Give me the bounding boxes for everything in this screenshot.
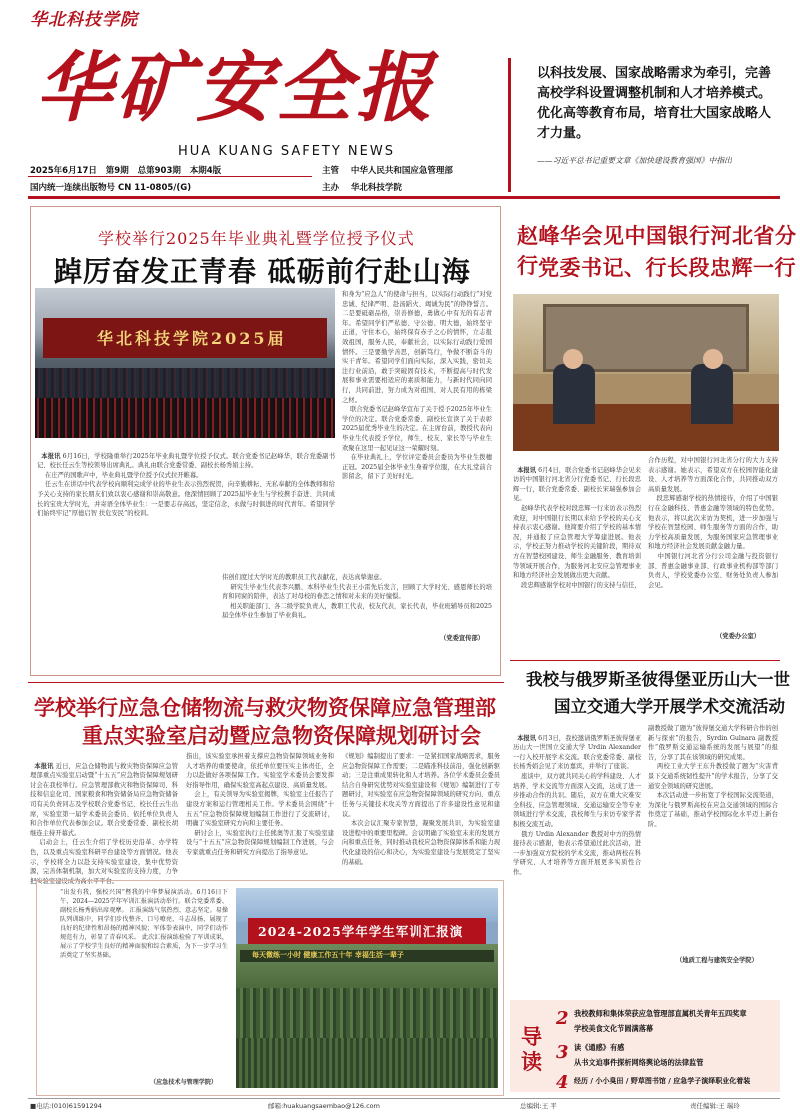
total-issue-number: 总第903期 [137, 166, 181, 176]
quote-text: 以科技发展、国家战略需求为牵引，完善高校学科设置调整机制和人才培养模式。优化高等教育布局，培育壮大国家战略人才力量。 [537, 66, 772, 141]
graduation-col1-text: 6月16日，学校隆重举行2025年毕业典礼暨学位授予仪式。联合党委书记赵峰华，联合党委副书记、校长任云生等校领导出席典礼。典礼由联合党委常委、副校长杨秀娟主持。 在庄严的国歌声中，毕业典礼暨学位授予仪式拉开帷幕。 任云生在讲话中代表学校向顺利完成学业的毕业生表示热烈祝贺，向辛勤耕耘、无私奉献的全体教师和给予关心支持的家长朋友们致以衷心感谢和崇高敬意。他深情回顾了2025届毕业生与学校携手奋进、共同成长的宝贵大学时光，并寄语全体毕业生：一是要志存高远，坚定信念，永做与时俱进的时代青年。希望同学们始终牢记“厚德启智 扶危安民”的校训。 [37, 452, 336, 518]
guide-item-3[interactable] [556, 1042, 780, 1070]
issue-info [30, 164, 221, 176]
lab-col2: 指出，该实验室承担着支撑应急物资保障领域业务和人才培养的重要使命，依托单位要压实主体责任，全力以赴做好各项保障工作。实验室学术委员会要发挥好指导作用，确保实验室高起点建设、高质量发展。 会上，有关领导为实验室揭牌，实验室主任报告了建设方案和运行管理相关工作。学术委员会围绕“十五五”应急物资保障规划编制工作进行了交流研讨，明确了实验室研究方向和主要任务。 研讨会上，实验室执行主任熊奥等汇报了实验室建设与“十五五”应急物资保障规划编制工作进展，与会专家就重点任务和研究方向提出了指导意见。 [186, 753, 335, 856]
issue-number: 第9期 [105, 166, 129, 176]
military-slogan: 每天微练一小时 健康工作五十年 幸福生活一辈子 [252, 950, 404, 959]
russia-credit: （地质工程与建筑安全学院） [676, 957, 758, 964]
military-credit: （应急技术与管理学院） [150, 1079, 218, 1086]
guide-line: 经历 / 小小臭田 / 野草图书馆 / 应急学子演绎职业化着装 [574, 1077, 751, 1085]
sponsor-row-2 [322, 181, 402, 193]
guide-page-number: 3 [556, 1042, 569, 1063]
graduation-banner-text: 华北科技学院2025届 [97, 329, 287, 348]
bank-col1 [513, 456, 641, 646]
newspaper-title: 华矿安全报 [36, 43, 436, 132]
graduation-credit: （党委宣传部） [440, 635, 485, 642]
russia-col1 [513, 724, 641, 1004]
sponsor-value: 中华人民共和国应急管理部 [350, 166, 453, 176]
story-bank-headline-line2: 党委书记、行长段忠辉一行 [538, 255, 796, 280]
graduation-col2: 和身为“应急人”的使命与担当，以实际行动践行“对党忠诚、纪律严明、赴汤蹈火、竭诚为民”的铮铮誓言。二是要砥砺品格，崇善修德，勇做心中有光的有志青年。希望同学们严私德、守公德、明大德，始终坚守正道，守住本心，始终保有赤子之心的情怀，立志报效祖国，服务人民，奉献社会，以实际行动践行爱国情怀。三是要勤学善思，创新笃行，争做不断奋斗的实干青年。希望同学们面向实际，深入实践，密切关注行业前沿，敢于突破固有技术，不断提高与时代发展和事业需要相适应的素质和能力，与新时代同向同行，共同前进，努力成为对祖国、对人民有用的栋梁之材。 联合党委书记赵峰华宣布了关于授予2025年毕业生学位的决定。联合党委常委、副校长宣读了关于表彰2025届优秀毕业生的决定。在主席台前，教授代表向毕业生代表授予学位，师生、校友、家长等与毕业生欢聚在这里一起见证这一荣耀时刻。 在毕业典礼上，学位评定委员会委员为毕业生拨穗正冠。2025届全体毕业生身着学位服，在大礼堂前合影留念，留下了美好时光。 [342, 291, 492, 481]
bank-col1-text: 6月4日，联合党委书记赵峰华会见来访的中国银行河北省分行党委书记、行长段忠辉一行，联合党委常委、副校长宋瑞强参加会见。 赵峰华代表学校对段忠辉一行来访表示热烈欢迎，对中国银行长期以来给予学校的关心支持表示衷心感谢。他简要介绍了学校的基本情况，并通报了应急管理大学筹建进展。他表示，学校正努力推动学校的关键阶段，期待双方在智慧校园建设、师生金融服务、教育培训等领域开展合作，为服务河北安应急管理事业和地方经济社会发展做出更大贡献。 段忠辉感谢学校对中国银行的支持与信任， [513, 466, 641, 589]
bank-credit: （党委办公室） [716, 633, 761, 640]
guide-item-4[interactable] [556, 1074, 780, 1092]
guide-page-number: 2 [556, 1008, 569, 1029]
graduation-photo [35, 288, 335, 438]
dateline: 本报讯 [517, 466, 537, 474]
guide-line: 读《通感》有感 [574, 1043, 625, 1052]
guide-line: 从书文迫事件探析网络舆论场的法律监管 [574, 1058, 704, 1067]
guide-page-number: 4 [556, 1072, 569, 1093]
meeting-photo [513, 294, 779, 451]
footer-page-editor: 责任编辑:王 瑞玲 [690, 1102, 740, 1110]
military-caption: “出发有我，强校兴国”暨我的中华梦展演活动。6月16日下午，2024—2025学年军训汇报演活动举行。联合党委常委、副校长杨秀娟出席观摩。 汇报演练气氛热烈、意志坚定。易操队列训练中，同学们步伐整齐、口号嘹亮、斗志昂扬，展现了良好的纪律性和昂扬的精神风貌；军体拳表演中，同学们动作规范有力，彰显了青春风采。 此次汇报演练检验了军训成果，展示了学校学生良好的精神面貌和综合素质，为下一步学习生活奠定了坚实基础。 [60, 889, 228, 959]
sponsor-label: 主管 [322, 166, 340, 176]
graduation-bottom: 伟创们度过大学时光的教职员工代表献花，表达真挚谢意。 研究生毕业生代表李兴鹏、本科毕业生代表王小雷先后发言，回顾了大学时光、感恩师长的培育和同窗的陪伴，表达了对母校的眷恋之情和对未来的美好憧憬。 相关职能部门、各二级学院负责人，教职工代表，校友代表，家长代表，毕业班辅导员和2025届全体毕业生参加了毕业典礼。 [222, 574, 492, 620]
story-bank-headline-line1: 赵峰华会见中国银行河北省分行 [517, 223, 797, 278]
story-lab-headline-line1: 学校举行应急仓储物流与救灾物资保障应急管理部 [34, 695, 496, 720]
issue-date: 2025年6月17日 [30, 166, 97, 176]
guide-item-2[interactable] [556, 1008, 780, 1036]
story-graduation-kicker: 学校举行2025年毕业典礼暨学位授予仪式 [98, 229, 415, 248]
graduation-col1 [37, 442, 335, 534]
quote-source: ——习近平总书记重要文章《加快建设教育强国》中指出 [537, 156, 732, 165]
russia-col1-text: 6月3日，我校邀请俄罗斯圣彼得堡亚历山大一世国立交通大学 Urdin Alexander 一行入校开展学术交流。联合党委常委、副校长杨秀娟会见了来访嘉宾，并举行了座谈。 座谈中，双方就共同关心的学科建设、人才培养、学术交流等方面深入交流，达成了进一步推动合作的共识。随后，双方在重大灾难安全科技、应急管理领域、交通运输安全等专业领域进行学术交流，我校师生与来访专家学者积极交流互动。 俄方 Urdin Alexander 教授对中方的热情接待表示感谢，他表示希望通过此次活动，进一步加强双方院校的学术交流，推动两校在科学研究、人才培养等方面开展更多实质性合作。 [513, 734, 641, 876]
sponsor-row-1 [322, 164, 453, 176]
cn-number: 国内统一连续出版物号 CN 11-0805/(G) [30, 183, 192, 193]
military-photo [236, 888, 498, 1088]
story-russia-headline-line1: 我校与俄罗斯圣彼得堡亚历山大一世 [526, 670, 790, 689]
page-count: 本期4版 [189, 166, 222, 176]
host-value: 华北科技学院 [350, 183, 402, 193]
footer-phone: ■电话:(010)61591294 [30, 1102, 102, 1110]
military-banner-text: 2024-2025学年学生军训汇报演 [258, 924, 464, 939]
guide-line: 学校美食文化节圆满落幕 [574, 1024, 654, 1033]
story-graduation-headline: 踔厉奋发正青春 砥砺前行赴山海 [54, 255, 471, 288]
guide-line: 我校教师和集体荣获应急管理部直属机关青年五四奖章 [574, 1009, 747, 1018]
dateline: 本报讯 [34, 762, 54, 770]
dateline: 本报讯 [41, 452, 61, 460]
quote-box [508, 58, 781, 192]
university-name: 华北科技学院 [30, 10, 138, 30]
guide-label: 导读 [521, 1024, 542, 1074]
footer-email: 邮箱:huakuangsaembao@126.com [268, 1102, 380, 1110]
bank-col2: 合作历程，对中国银行河北省分行的大力支持表示感谢。她表示，希望双方在校园智能化建设、人才培养等方面深化合作，共同推动双方高质量发展。 段忠辉感谢学校的热情接待，介绍了中国银行在金融科技、普惠金融等领域的特色优势。他表示，将以此次来访为契机，进一步加强与学校在智慧校园、师生服务等方面的合作，助力学校高质量发展，为服务国家应急管理事业和地方经济社会发展贡献金融力量。 中国银行河北省分行公司金融与投资银行部、普惠金融事业部、行政事业机构部等部门负责人，学校党委办公室、财务处负责人参加会见。 [648, 457, 778, 589]
story-russia-headline-line2: 国立交通大学开展学术交流活动 [554, 697, 785, 716]
russia-col2: 副教授做了题为“彼得堡交通大学科研合作的创新与探索”的报告，Syrdin Gulnara 副教授作“俄罗斯交通运输系统的发展与展望”的报告，分享了其在该领域的研究成果。 两校工业大学王东升教授做了题为“灾害背景下交通系统韧性提升”的学术报告，分享了交通安全领域的研究进展。 本次活动进一步拓宽了学校国际交流渠道，为深化与俄罗斯高校在应急交通领域的国际合作奠定了基础，推动学校国际化水平迈上新台阶。 [648, 725, 778, 828]
footer-editor: 总编辑:王 平 [520, 1102, 557, 1110]
newspaper-title-pinyin: HUA KUANG SAFETY NEWS [178, 144, 395, 159]
story-lab-headline-line2: 重点实验室启动暨应急物资保障规划研讨会 [82, 723, 481, 748]
lab-col1-text: 近日，应急仓储物流与救灾物资保障应急管理部重点实验室启动暨“十五五”应急物资保障规划研讨会在我校举行。应急管理部救灾和物资保障司、科技和信息化司、国家粮食和物资储备局应急物资储备司有关负责同志及学校联合党委书记、校长任云生出席，实验室第一届学术委员会委员、依托单位负责人和合作单位代表参加会议。联合党委常委、副校长胡继连主持开幕式。 启动会上，任云生介绍了学校历史沿革、办学特色，以及重点实验室科研平台建设等方面情况。他表示，学校将全力以赴支持实验室建设，集中优势资源，完善体制机制，加大对实验室的支持力度，力争把实验室建设成为高水平平台。 [30, 762, 179, 885]
lab-col3: 《规划》编制提出了要求：一是紧扣国家战略需求，服务应急物资保障工作需要；二是瞄准科技前沿，强化创新驱动；三是注重成果转化和人才培养。各位学术委员会委员结合自身研究优势对实验室建设和《规划》编制进行了专题研讨，对实验室在应急物资保障领域的研究方向、重点任务与关键技术攻关等方面提出了许多建设性意见和建议。 本次会议汇聚专家智慧，凝聚发展共识，为实验室建设进程中的重要里程碑。会议明确了实验室未来的发展方向和重点任务，同时推动我校应急物资保障体系和能力现代化建设的信心和决心，为实验室建设与发展奠定了坚实的基础。 [342, 753, 501, 866]
host-label: 主办 [322, 183, 340, 193]
dateline: 本报讯 [517, 734, 537, 742]
